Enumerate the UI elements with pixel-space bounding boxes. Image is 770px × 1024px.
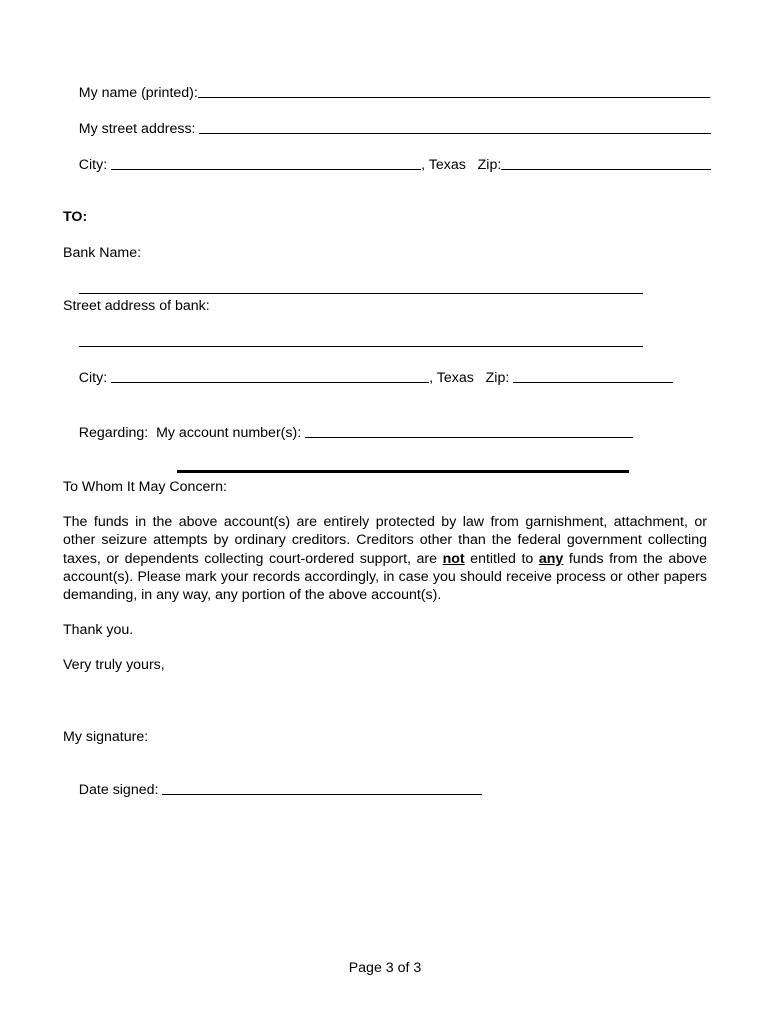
- body-text-part3: funds from the above account(s). Please mark your records accordingly, in case you should receive process or other papers demanding, in any way, any portion of the above account(s).: [63, 550, 707, 604]
- sender-name-label: My name (printed):: [78, 85, 198, 101]
- sender-zip-field[interactable]: [501, 168, 711, 170]
- sender-city-field[interactable]: [111, 168, 421, 170]
- emphasis-any: any: [538, 550, 564, 567]
- bank-zip-label: Zip:: [485, 370, 510, 386]
- signature-label: My signature:: [63, 729, 149, 745]
- thanks-text: Thank you.: [63, 622, 134, 638]
- date-signed-row: [63, 763, 482, 817]
- to-heading: TO:: [63, 209, 88, 225]
- sender-zip-label: Zip:: [477, 157, 502, 173]
- bank-street-field[interactable]: [79, 345, 643, 347]
- regarding-row: [63, 406, 633, 460]
- salutation: To Whom It May Concern:: [63, 479, 227, 495]
- body-text-part1: The funds in the above account(s) are entirely protected by law from garnishment, attachment, or other seizure attempts by ordinary creditors. Creditors other than the federal government collecting taxes, or dependents collecting court-ordered support, are: [63, 514, 707, 567]
- closing-text: Very truly yours,: [63, 657, 165, 673]
- body-text-part2: entitled to: [464, 550, 539, 567]
- bank-zip-field[interactable]: [513, 381, 673, 383]
- sender-name-field[interactable]: [198, 96, 710, 98]
- date-signed-field[interactable]: [162, 793, 482, 795]
- bank-state-text: , Texas: [429, 370, 474, 386]
- sender-city-row: [63, 138, 711, 192]
- bank-city-row: [63, 351, 673, 405]
- bank-name-label: Bank Name:: [63, 245, 142, 261]
- date-signed-label: Date signed:: [78, 782, 159, 798]
- regarding-label: Regarding: My account number(s):: [78, 425, 302, 441]
- page-number: Page 3 of 3: [348, 960, 422, 976]
- sender-state-text: , Texas: [421, 157, 466, 173]
- sender-street-field[interactable]: [199, 132, 711, 134]
- bank-name-field[interactable]: [79, 292, 643, 294]
- bank-city-label: City:: [78, 370, 108, 386]
- bank-city-field[interactable]: [111, 381, 429, 383]
- sender-street-label: My street address:: [78, 121, 196, 137]
- divider-rule: [177, 470, 629, 473]
- sender-city-label: City:: [78, 157, 108, 173]
- body-paragraph: [63, 513, 707, 604]
- bank-street-label: Street address of bank:: [63, 298, 210, 314]
- account-number-field[interactable]: [305, 436, 633, 438]
- emphasis-not: not: [442, 550, 465, 567]
